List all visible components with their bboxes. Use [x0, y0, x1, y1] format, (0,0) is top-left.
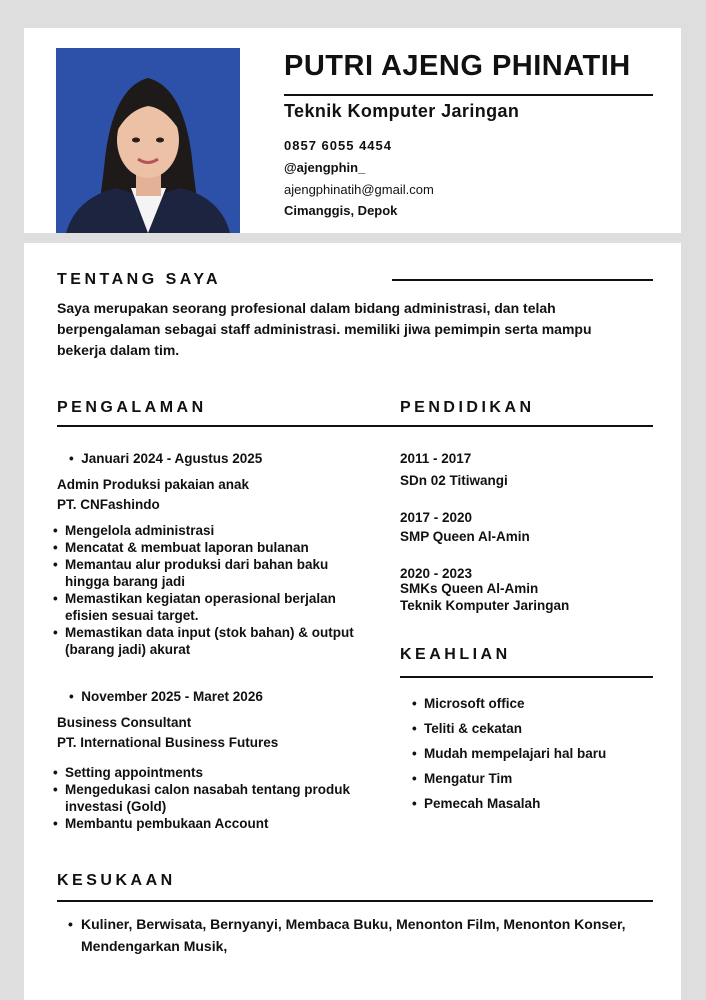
- list-item: • Memastikan data input (stok bahan) & output (barang jadi) akurat: [53, 624, 363, 658]
- education-school: SMKs Queen Al-Amin: [400, 581, 539, 596]
- job-title: Teknik Komputer Jaringan: [284, 101, 520, 121]
- job-duties-list: [53, 764, 371, 832]
- list-item: • Microsoft office: [412, 695, 652, 712]
- hobbies-text: • Kuliner, Berwisata, Bernyanyi, Membaca Buku, Menonton Film, Menonton Konser, Mendengarkan Musik,: [68, 913, 641, 957]
- list-item: • Pemecah Masalah: [412, 795, 652, 812]
- hobbies-heading: KESUKAAN: [57, 872, 176, 889]
- job-role: Admin Produksi pakaian anak: [57, 477, 250, 492]
- section-divider: [57, 425, 653, 427]
- education-school: SMP Queen Al-Amin: [400, 529, 530, 544]
- about-divider: [392, 279, 653, 281]
- job-period: • Januari 2024 - Agustus 2025: [69, 451, 263, 466]
- education-major: Teknik Komputer Jaringan: [400, 598, 570, 613]
- education-years: 2020 - 2023: [400, 566, 473, 581]
- skills-divider: [400, 676, 653, 678]
- list-item: • Teliti & cekatan: [412, 720, 652, 737]
- full-name: PUTRI AJENG PHINATIH: [284, 50, 631, 82]
- experience-heading: PENGALAMAN: [57, 399, 207, 416]
- about-text: Saya merupakan seorang profesional dalam bidang administrasi, dan telah berpengalaman sebagai staff administrasi. memiliki jiwa pemimpin serta mampu bekerja dalam tim.: [57, 300, 592, 358]
- job-company: PT. International Business Futures: [57, 735, 279, 750]
- instagram-handle: @ajengphin_: [284, 160, 366, 175]
- skills-list: [412, 695, 652, 820]
- education-heading: PENDIDIKAN: [400, 399, 535, 416]
- list-item: • Mudah mempelajari hal baru: [412, 745, 652, 762]
- list-item: • Mencatat & membuat laporan bulanan: [53, 539, 363, 556]
- list-item: • Mengelola administrasi: [53, 522, 363, 539]
- phone-number: 0857 6055 4454: [284, 138, 392, 153]
- job-period: • November 2025 - Maret 2026: [69, 689, 263, 704]
- email-address: ajengphinatih@gmail.com: [284, 182, 434, 197]
- education-years: 2017 - 2020: [400, 510, 473, 525]
- job-company: PT. CNFashindo: [57, 497, 160, 512]
- job-duties-list: [53, 522, 363, 658]
- list-item: • Mengedukasi calon nasabah tentang produk investasi (Gold): [53, 781, 371, 815]
- education-years: 2011 - 2017: [400, 451, 472, 466]
- about-heading: TENTANG SAYA: [57, 271, 222, 288]
- profile-photo: [56, 48, 240, 233]
- job-role: Business Consultant: [57, 715, 192, 730]
- education-school: SDn 02 Titiwangi: [400, 473, 508, 488]
- name-divider: [284, 94, 653, 96]
- location: Cimanggis, Depok: [284, 203, 398, 218]
- hobbies-divider: [57, 900, 653, 902]
- list-item: • Memantau alur produksi dari bahan baku hingga barang jadi: [53, 556, 363, 590]
- skills-heading: KEAHLIAN: [400, 646, 511, 663]
- list-item: • Setting appointments: [53, 764, 371, 781]
- list-item: • Membantu pembukaan Account: [53, 815, 371, 832]
- list-item: • Mengatur Tim: [412, 770, 652, 787]
- list-item: • Memastikan kegiatan operasional berjalan efisien sesuai target.: [53, 590, 363, 624]
